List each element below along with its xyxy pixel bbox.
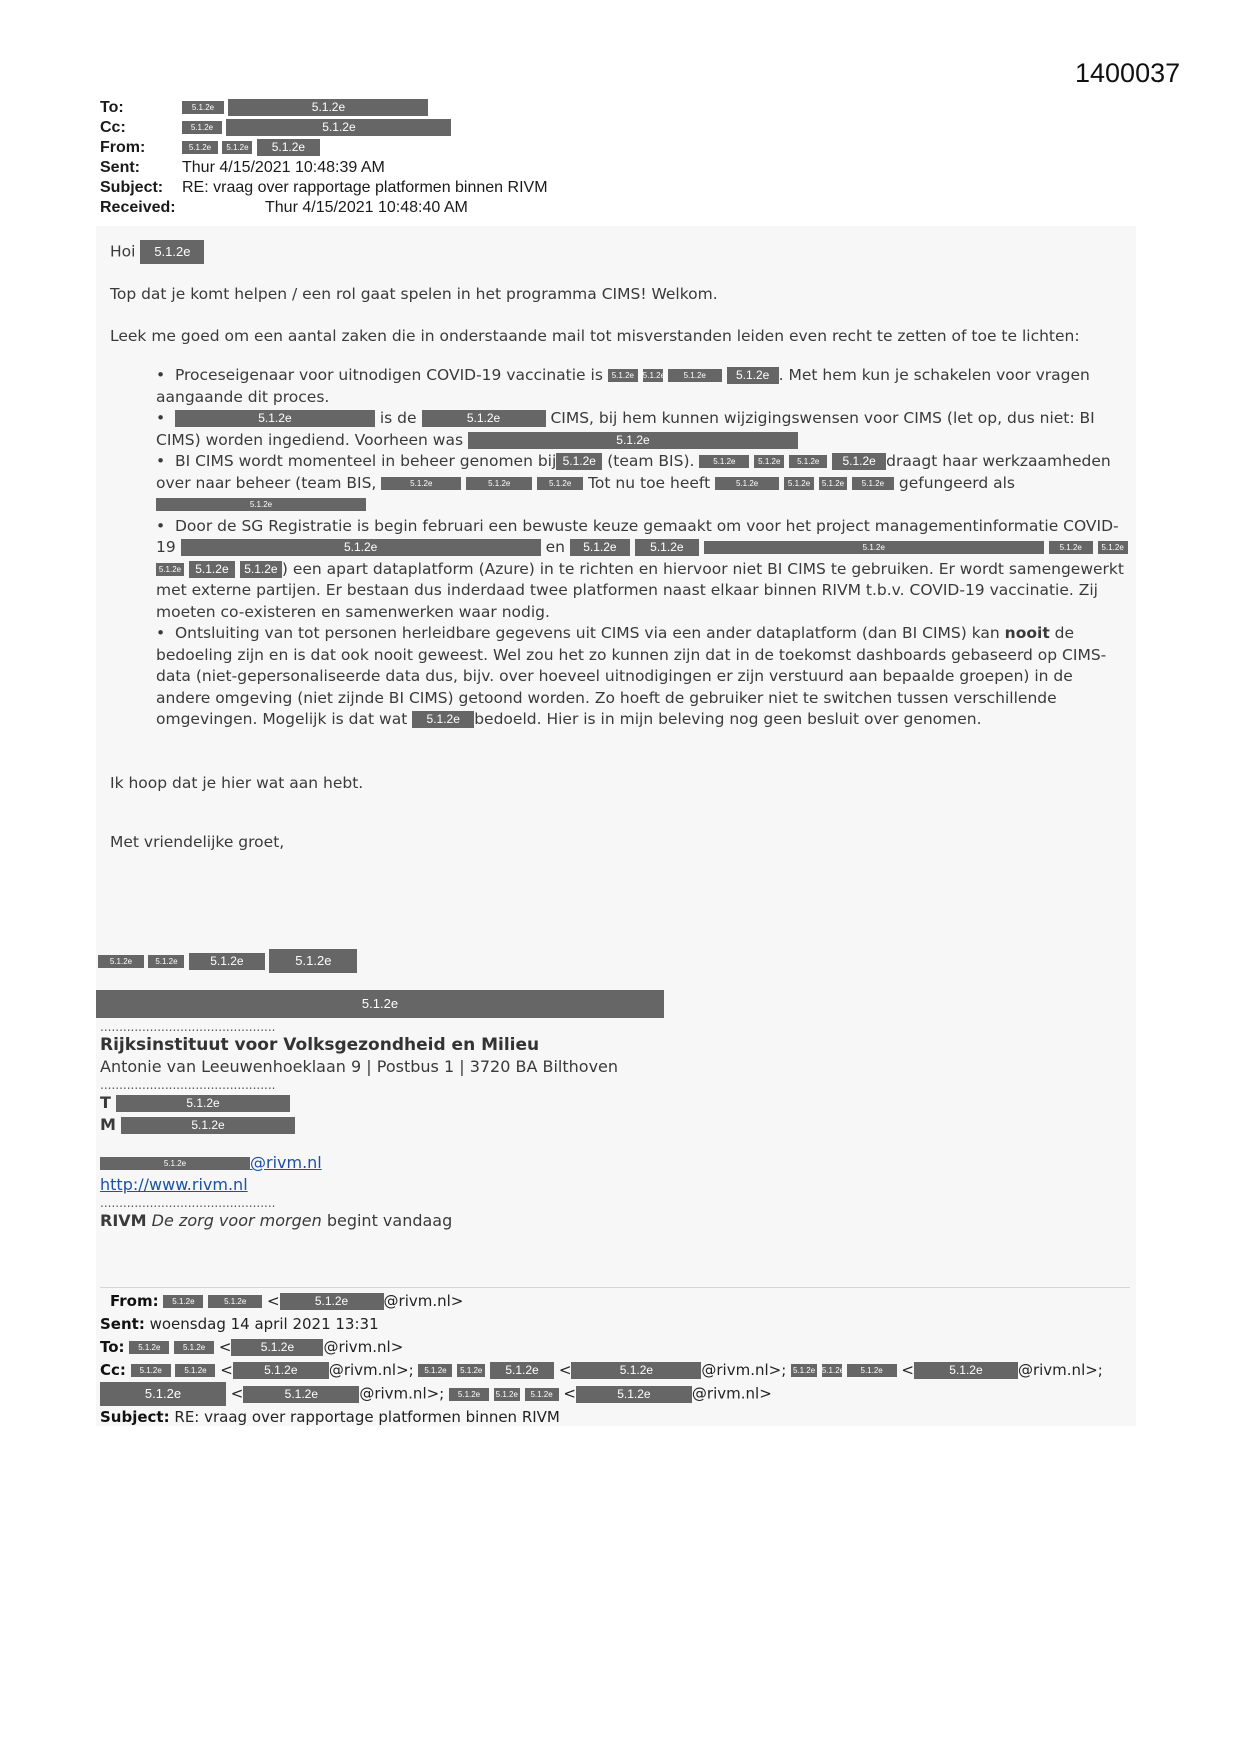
redaction: 5.1.2e	[175, 410, 375, 427]
redaction: 5.1.2e	[468, 432, 798, 449]
signature-divider: ..............................................	[100, 1196, 276, 1210]
redaction: 5.1.2e	[490, 1362, 554, 1379]
email-header	[100, 98, 548, 218]
redaction: 5.1.2e	[257, 139, 320, 156]
redaction: 5.1.2e	[608, 369, 638, 382]
redaction: 5.1.2e	[181, 539, 541, 556]
bullet-2: • 5.1.2e is de 5.1.2e CIMS, bij hem kunnen wijzigingswensen voor CIMS (let op, dus niet: BI CIMS) worden ingediend. Voorheen was 5.1.2e	[156, 408, 1130, 451]
bullet-4: • Door de SG Registratie is begin februari een bewuste keuze gemaakt om voor het project managementinformatie COVID-19 5.1.2e en 5.1.2e 5.1.2e 5.1.2e 5.1.2e 5.1.2e 5.1.2e 5.1.2e 5.1.2e ) een apart dataplatform (Azure) in te richten en hiervoor niet BI CIMS te gebruiken. Er wordt samengewerkt met externe partijen. Er bestaan dus inderdaad twee platformen naast elkaar binnen RIVM t.b.v. COVID-19 vaccinatie. Zij moeten co-existeren en samenwerken waar nodig.	[156, 516, 1130, 624]
redaction: 5.1.2e	[96, 990, 664, 1018]
fwd-to-row: To: 5.1.2e 5.1.2e < 5.1.2e @rivm.nl>	[100, 1338, 404, 1356]
redaction: 5.1.2e	[412, 711, 474, 728]
phone-t-row: T 5.1.2e	[100, 1092, 618, 1114]
redaction: 5.1.2e	[240, 561, 282, 578]
redaction: 5.1.2e	[226, 119, 451, 136]
redaction: 5.1.2e	[269, 949, 357, 973]
redaction: 5.1.2e	[182, 101, 224, 114]
bullet-1: • Proceseigenaar voor uitnodigen COVID-19 vaccinatie is 5.1.2e 5.1.2e 5.1.2e 5.1.2e . Met hem kun je schakelen voor vragen aangaande dit proces.	[156, 365, 1130, 408]
redaction: 5.1.2e	[163, 1295, 203, 1308]
redaction: 5.1.2e	[100, 1157, 250, 1170]
redaction: 5.1.2e	[852, 477, 894, 490]
redaction: 5.1.2e	[704, 541, 1044, 554]
redaction: 5.1.2e	[189, 561, 235, 578]
cc-label: Cc:	[100, 119, 126, 136]
header-from-row	[100, 138, 306, 158]
redaction: 5.1.2e	[576, 1386, 692, 1403]
redaction: 5.1.2e	[537, 477, 583, 490]
fwd-from-row: From: 5.1.2e 5.1.2e < 5.1.2e @rivm.nl>	[110, 1292, 464, 1310]
redaction: 5.1.2e	[556, 453, 602, 470]
organization-name: Rijksinstituut voor Volksgezondheid en Milieu	[100, 1035, 540, 1055]
fwd-subject-row: Subject: RE: vraag over rapportage platformen binnen RIVM	[100, 1408, 560, 1426]
redaction: 5.1.2e	[525, 1388, 559, 1401]
redaction: 5.1.2e	[100, 1382, 226, 1406]
greeting: Hoi 5.1.2e	[110, 240, 1130, 264]
header-subject-row	[100, 178, 548, 198]
redaction: 5.1.2e	[847, 1364, 897, 1377]
forward-divider	[100, 1287, 1130, 1288]
sender-name-redactions	[98, 949, 357, 973]
redaction: 5.1.2e	[570, 539, 630, 556]
header-cc-row	[100, 118, 356, 138]
website-link[interactable]: http://www.rivm.nl	[100, 1175, 248, 1194]
redaction: 5.1.2e	[280, 1293, 384, 1310]
subject-label: Subject:	[100, 179, 164, 196]
redaction: 5.1.2e	[381, 477, 461, 490]
email-body	[110, 240, 1130, 874]
paragraph-2: Leek me goed om een aantal zaken die in onderstaande mail tot misverstanden leiden even recht te zetten of toe te lichten:	[110, 326, 1080, 345]
header-sent-row	[100, 158, 385, 178]
redaction: 5.1.2e	[228, 99, 428, 116]
redaction: 5.1.2e	[1098, 541, 1128, 554]
redaction: 5.1.2e	[222, 141, 252, 154]
sent-value: Thur 4/15/2021 10:48:39 AM	[182, 159, 385, 176]
paragraph-1: Top dat je komt helpen / een rol gaat spelen in het programma CIMS! Welkom.	[110, 285, 718, 303]
redaction: 5.1.2e	[156, 498, 366, 511]
redaction: 5.1.2e	[789, 455, 827, 468]
redaction: 5.1.2e	[182, 141, 218, 154]
bullet-5: • Ontsluiting van tot personen herleidbare gegevens uit CIMS via een ander dataplatform (dan BI CIMS) kan nooit de bedoeling zijn en is dat ook nooit geweest. Wel zou het zo kunnen zijn dat in de toekomst dashboards gebaseerd op CIMS-data (niet-gepersonaliseerde data dus, bijv. over hoeveel uitnodigingen er zijn verstuurd aan bepaalde groepen) in de andere omgeving (niet zijnde BI CIMS) getoond worden. Zo hoeft de gebruiker niet te switchen tussen verschillende omgevingen. Mogelijk is dat wat 5.1.2e bedoeld. Hier is in mijn beleving nog geen besluit over genomen.	[156, 623, 1130, 731]
redaction: 5.1.2e	[495, 1389, 518, 1399]
redaction: 5.1.2e	[422, 410, 546, 427]
fwd-cc-row: Cc: 5.1.2e 5.1.2e < 5.1.2e @rivm.nl>; 5.1.2e 5.1.2e 5.1.2e < 5.1.2e @rivm.nl>; 5.1.2e 5.1.2e 5.1.2e < 5.1.2e @rivm.nl>;	[100, 1361, 1103, 1379]
subject-value: RE: vraag over rapportage platformen binnen RIVM	[182, 179, 548, 196]
redaction: 5.1.2e	[466, 477, 532, 490]
sent-label: Sent:	[100, 159, 140, 176]
redaction: 5.1.2e	[189, 953, 265, 970]
redaction: 5.1.2e	[821, 1366, 845, 1375]
redaction: 5.1.2e	[233, 1362, 329, 1379]
redaction: 5.1.2e	[175, 1364, 215, 1377]
from-label: From:	[100, 139, 146, 156]
redaction: 5.1.2e	[156, 563, 184, 576]
redaction: 5.1.2e	[727, 367, 779, 384]
redaction: 5.1.2e	[174, 1341, 214, 1354]
redaction: 5.1.2e	[668, 369, 722, 382]
redaction: 5.1.2e	[635, 539, 699, 556]
bullet-list	[156, 365, 1130, 731]
header-to-row	[100, 98, 346, 118]
phone-m-row: M 5.1.2e	[100, 1114, 618, 1136]
email-row	[100, 1152, 618, 1174]
redaction: 5.1.2e	[784, 477, 814, 490]
received-value: Thur 4/15/2021 10:48:40 AM	[265, 199, 468, 216]
redaction: 5.1.2e	[449, 1388, 489, 1401]
signature-block	[100, 1020, 618, 1232]
redaction: 5.1.2e	[571, 1362, 701, 1379]
closing-line: Ik hoop dat je hier wat aan hebt.	[110, 773, 364, 792]
redaction: 5.1.2e	[116, 1095, 290, 1112]
organization-address: Antonie van Leeuwenhoeklaan 9 | Postbus 1 | 3720 BA Bilthoven	[100, 1057, 619, 1076]
redaction: 5.1.2e	[715, 477, 779, 490]
redaction: 5.1.2e	[914, 1362, 1018, 1379]
redaction: 5.1.2e	[792, 1366, 816, 1375]
redaction: 5.1.2e	[1049, 541, 1093, 554]
redaction: 5.1.2e	[148, 955, 184, 968]
redaction: 5.1.2e	[418, 1364, 452, 1377]
closing-greeting: Met vriendelijke groet,	[110, 833, 285, 851]
header-received-row	[100, 198, 468, 218]
received-label: Received:	[100, 199, 176, 216]
fwd-sent-row: Sent: woensdag 14 april 2021 13:31	[100, 1315, 379, 1333]
sender-title-redaction	[96, 990, 664, 1018]
to-label: To:	[100, 99, 124, 116]
redaction: 5.1.2e	[121, 1117, 295, 1134]
redaction: 5.1.2e	[699, 455, 749, 468]
signature-divider: ..............................................	[100, 1020, 276, 1034]
fwd-cc-row-2: 5.1.2e < 5.1.2e @rivm.nl>; 5.1.2e 5.1.2e 5.1.2e < 5.1.2e @rivm.nl>	[100, 1382, 1103, 1406]
redaction: 5.1.2e	[457, 1364, 485, 1377]
email-link[interactable]: @rivm.nl	[250, 1153, 322, 1172]
redaction: 5.1.2e	[129, 1341, 169, 1354]
redaction: 5.1.2e	[231, 1339, 323, 1356]
forwarded-header	[100, 1290, 1103, 1429]
tagline: RIVM De zorg voor morgen begint vandaag	[100, 1211, 453, 1230]
bullet-3: • BI CIMS wordt momenteel in beheer genomen bij 5.1.2e (team BIS). 5.1.2e 5.1.2e 5.1.2e 5.1.2e draagt haar werkzaamheden over naar beheer (team BIS, 5.1.2e 5.1.2e 5.1.2e Tot nu toe heeft 5.1.2e 5.1.2e 5.1.2e 5.1.2e gefungeerd als5.1.2e	[156, 451, 1130, 516]
redaction: 5.1.2e	[819, 477, 847, 490]
redaction: 5.1.2e	[140, 240, 204, 264]
signature-divider: ..............................................	[100, 1078, 276, 1092]
redaction: 5.1.2e	[754, 455, 784, 468]
redaction: 5.1.2e	[98, 955, 144, 968]
redaction: 5.1.2e	[131, 1364, 171, 1377]
redaction: 5.1.2e	[243, 1386, 359, 1403]
document-number: 1400037	[1075, 58, 1181, 88]
redaction: 5.1.2e	[182, 121, 222, 134]
redaction: 5.1.2e	[642, 371, 666, 380]
redaction: 5.1.2e	[832, 453, 886, 470]
redaction: 5.1.2e	[208, 1295, 262, 1308]
